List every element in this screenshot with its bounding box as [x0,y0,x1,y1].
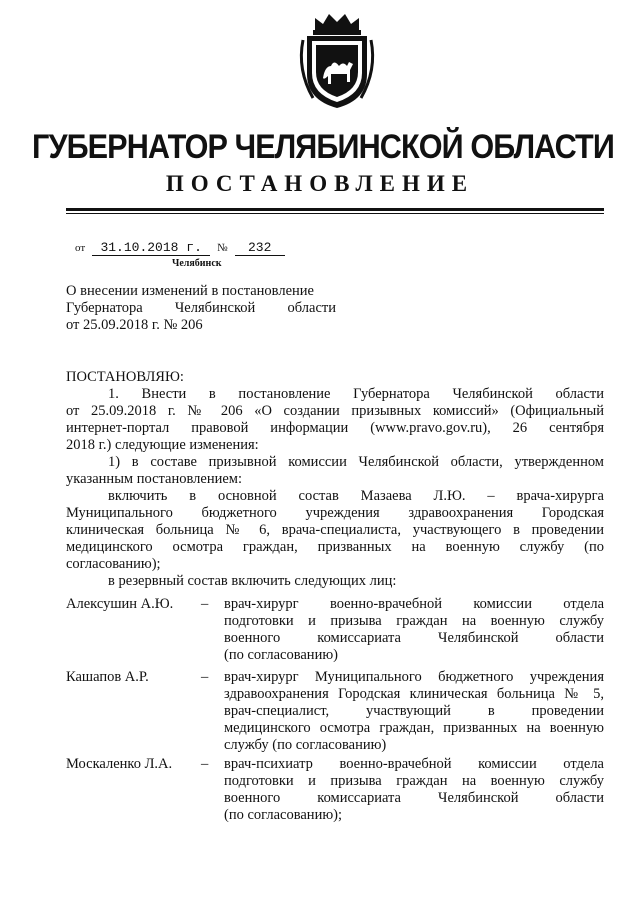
decree-number: 232 [235,241,285,256]
header-rule-thick [66,208,604,211]
member-dash: – [201,756,209,772]
member-name: Кашапов А.Р. [66,669,149,685]
member-dash: – [201,669,209,685]
member-name: Москаленко Л.А. [66,756,173,772]
member-line: подготовки и призыва граждан на военную службу [224,773,604,789]
member-description [224,596,604,664]
member-line: здравоохранения Городская клиническая больница № 5, [224,686,604,702]
member-line: военного комиссариата Челябинской области [224,790,604,806]
subject-line: О внесении изменений в постановление [66,283,314,299]
body-line: согласованию); [66,556,161,572]
member-line: врач-хирург военно-врачебной комиссии отдела [224,596,604,612]
date-number-row [75,240,285,256]
body-line: интернет-портал правовой информации (www.pravo.gov.ru), 26 сентября [66,420,604,436]
city-name: Челябинск [172,258,222,269]
member-dash: – [201,596,209,612]
member-name: Алексушин А.Ю. [66,596,174,612]
body-line: включить в основной состав Мазаева Л.Ю. – врача-хирурга [108,488,604,504]
member-line: службу (по согласованию) [224,737,387,753]
body-line: 2018 г.) следующие изменения: [66,437,259,453]
member-description [224,669,604,754]
member-line: врач-специалист, участвующий в проведении [224,703,604,719]
decree-body [66,369,604,590]
decree-date: 31.10.2018 г. [92,241,210,256]
body-line: указанным постановлением: [66,471,242,487]
chelyabinsk-coat-of-arms-emblem [293,10,381,110]
date-label: от [75,242,86,254]
decree-subject [66,283,336,334]
document-type: ПОСТАНОВЛЕНИЕ [165,171,475,196]
body-line: от 25.09.2018 г. № 206 «О создании призывных комиссий» (Официальный [66,403,604,419]
member-line: подготовки и призыва граждан на военную службу [224,613,604,629]
body-line: 1) в составе призывной комиссии Челябинской области, утвержденном [108,454,604,470]
body-line: медицинского осмотра граждан, призванных на военную службу (по [66,539,604,555]
member-line: медицинского осмотра граждан, призванных на военную [224,720,604,736]
subject-line: Губернатора Челябинской области [66,300,336,316]
member-line: (по согласованию) [224,647,338,663]
body-line: Муниципального бюджетного учреждения здравоохранения Городская [66,505,604,521]
body-line: клиническая больница № 6, врача-специалиста, участвующего в проведении [66,522,604,538]
decree-heading: ПОСТАНОВЛЯЮ: [66,369,184,385]
member-line: врач-психиатр военно-врачебной комиссии отдела [224,756,604,772]
subject-line: от 25.09.2018 г. № 206 [66,317,203,333]
body-line: в резервный состав включить следующих лиц: [108,573,397,589]
governor-title: ГУБЕРНАТОР ЧЕЛЯБИНСКОЙ ОБЛАСТИ [32,128,614,166]
body-line: 1. Внести в постановление Губернатора Челябинской области [108,386,604,402]
member-description [224,756,604,824]
header-rule-thin [66,213,604,214]
number-label: № [217,242,228,254]
member-line: врач-хирург Муниципального бюджетного учреждения [224,669,604,685]
member-line: (по согласованию); [224,807,343,823]
member-line: военного комиссариата Челябинской области [224,630,604,646]
